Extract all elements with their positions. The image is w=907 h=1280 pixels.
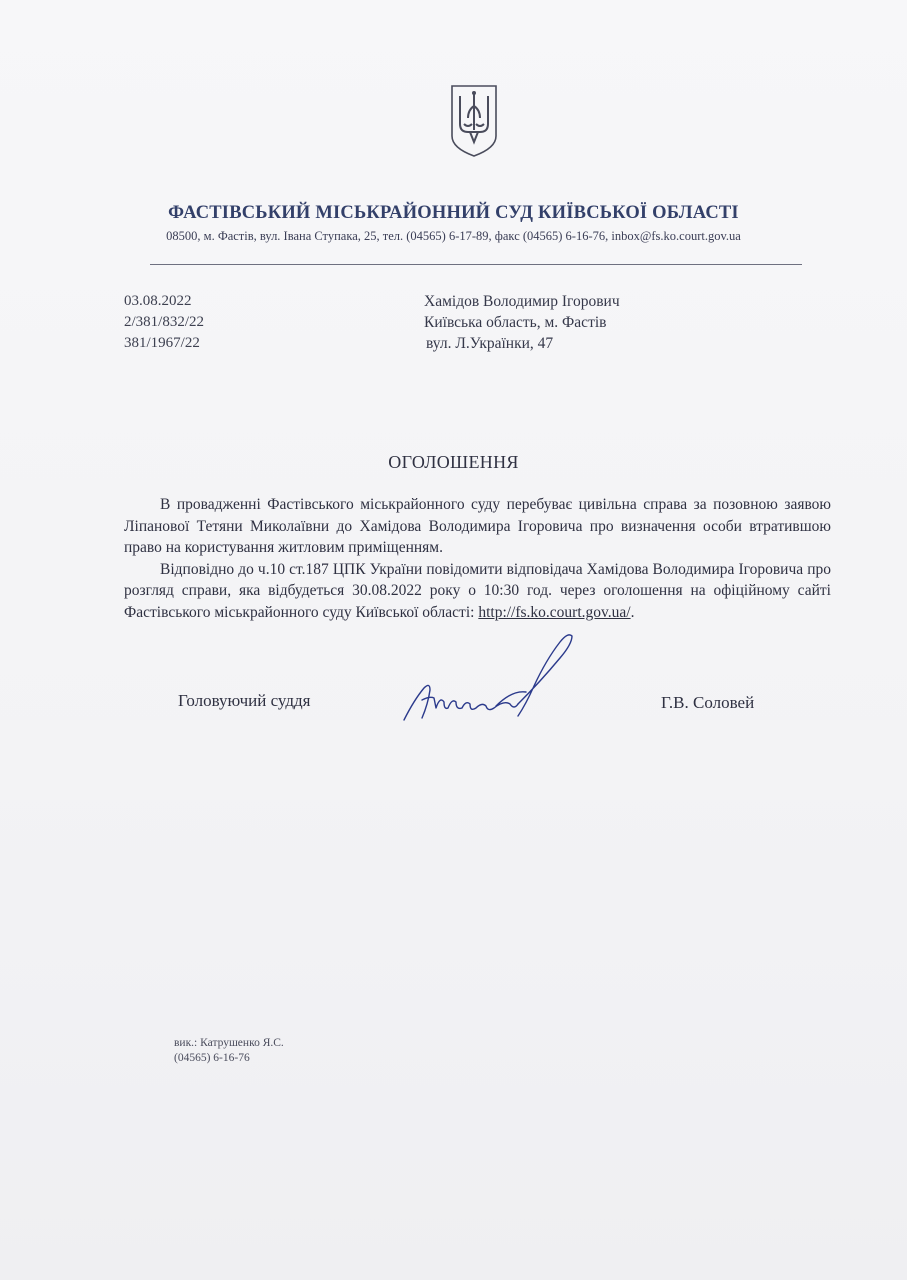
handwritten-signature xyxy=(400,630,580,730)
document-date: 03.08.2022 xyxy=(124,293,192,309)
header-divider xyxy=(150,264,802,265)
recipient-city: Київська область, м. Фастів xyxy=(424,314,607,331)
court-website-link[interactable]: http://fs.ko.court.gov.ua/ xyxy=(478,603,631,621)
court-name: ФАСТІВСЬКИЙ МІСЬКРАЙОННИЙ СУД КИЇВСЬКОЇ ОБЛАСТІ xyxy=(168,203,739,223)
notice-paragraph-2-text: Відповідно до ч.10 ст.187 ЦПК України повідомити відповідача Хамідова Володимира Ігоровича про розгляд справи, яка відбудеться 30.08.2022 року о 10:30 год. через оголошення на офіційному сайті Фастівського міськрайонного суду Київської області: xyxy=(124,560,831,621)
notice-paragraph-2 xyxy=(124,559,831,624)
recipient-name: Хамідов Володимир Ігорович xyxy=(424,293,620,310)
judge-name: Г.В. Соловей xyxy=(661,693,755,712)
outgoing-number: 2/381/832/22 xyxy=(124,314,205,330)
notice-title: ОГОЛОШЕННЯ xyxy=(388,452,519,472)
recipient-street: вул. Л.Українки, 47 xyxy=(426,335,554,352)
trident-emblem-icon xyxy=(448,84,500,158)
recipient-block xyxy=(424,291,620,354)
executor-block xyxy=(174,1036,284,1066)
document-meta xyxy=(124,291,204,354)
link-suffix: . xyxy=(630,603,635,621)
notice-paragraph-1: В провадженні Фастівського міськрайонного суду перебуває цивільна справа за позовною заявою Ліпанової Тетяни Миколаївни до Хамідова Володимира Ігоровича про визначення особи втратившою право на користування житловим приміщенням. xyxy=(124,496,831,556)
executor-name: вик.: Катрушенко Я.С. xyxy=(174,1037,284,1049)
executor-phone: (04565) 6-16-76 xyxy=(174,1052,250,1064)
case-number: 381/1967/22 xyxy=(124,335,200,351)
notice-body xyxy=(124,494,831,623)
court-address: 08500, м. Фастів, вул. Івана Ступака, 25, тел. (04565) 6-17-89, факс (04565) 6-16-76, inbox@fs.ko.court.gov.ua xyxy=(166,229,741,243)
judge-label: Головуючий суддя xyxy=(178,691,311,710)
